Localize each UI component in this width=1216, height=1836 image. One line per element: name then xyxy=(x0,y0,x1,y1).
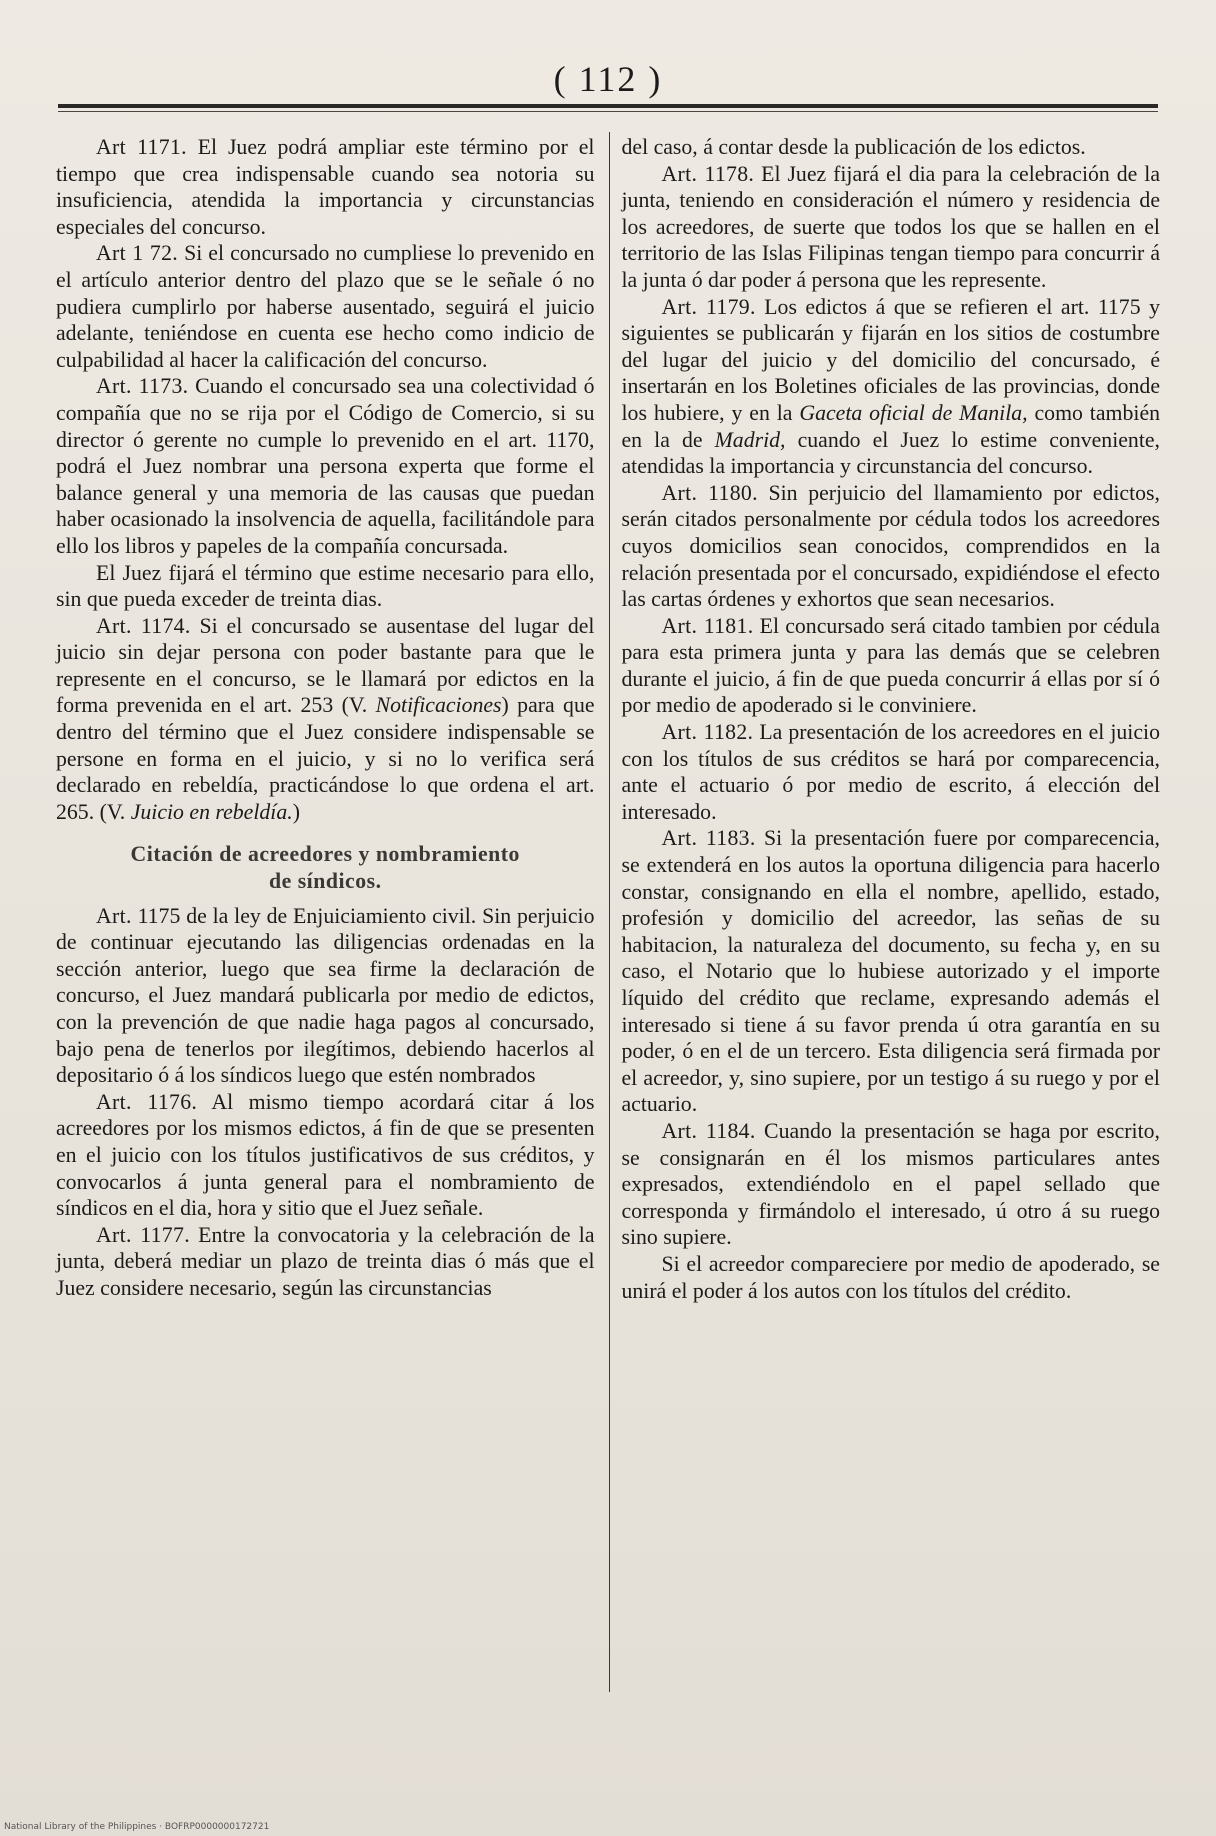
left-column xyxy=(56,134,609,1692)
article-1183 xyxy=(622,825,1161,1118)
article-1180 xyxy=(622,480,1161,613)
section-heading xyxy=(56,841,595,894)
article-text: El Juez fijará el dia para la celebración de la junta, teniendo en consideración el número y residencia de los acreedores, de suerte que todos los que se hallen en el territorio de las Islas Filipinas tengan tiempo para concurrir á la junta ó dar poder á persona que les represente. xyxy=(621,161,1160,292)
article-1184 xyxy=(622,1118,1161,1251)
article-text: ) xyxy=(292,799,300,824)
article-label: Art. 1183. xyxy=(661,826,756,851)
article-1177-continuation: del caso, á contar desde la publicación de los edictos. xyxy=(621,135,1086,159)
article-label: Art. 1182. xyxy=(661,720,754,745)
article-label: Art. xyxy=(96,903,132,928)
article-label: Art. 1184. xyxy=(661,1118,756,1143)
article-label: Art 1171. xyxy=(96,135,187,159)
page-number: ( 112 ) xyxy=(553,59,663,99)
article-1173 xyxy=(56,373,595,559)
section-heading-line: Citación de acreedores y nombramiento xyxy=(130,842,520,867)
article-1179 xyxy=(622,294,1161,480)
article-label: Art 1 72. xyxy=(96,241,179,266)
article-label: Art. 1180. xyxy=(661,480,758,505)
article-text: Sin perjuicio del llamamiento por edictos, serán citados personalmente por cédula todos los acreedores cuyos domicilios sean conocidos, comprendidos en la relación presentada por el concursado, expidiéndose el efecto las cartas órdenes y exhortos que sean necesarios. xyxy=(621,480,1160,612)
article-1176 xyxy=(56,1089,595,1222)
text-columns xyxy=(56,134,1160,1692)
article-text: La presentación de los acreedores en el juicio con los títulos de sus créditos se hará por comparecencia, ante el actuario ó por medio de escrito, á elección del interesado. xyxy=(621,720,1160,824)
article-text: ) para que dentro del término que el Juez considere indispensable se persone en forma en el juicio, y si no lo verifica será declarado en rebeldía, practicándose lo que ordena el art. 265. (V. xyxy=(56,693,595,824)
article-text: cuando el Juez lo estime conveniente, atendidas la importancia y circunstancia del concurso. xyxy=(621,427,1160,479)
header-rule xyxy=(58,104,1158,108)
article-1182 xyxy=(622,719,1161,825)
article-1171 xyxy=(56,134,595,240)
article-text: Al mismo tiempo acordará citar á los acreedores por los mismos edictos, á fin de que se presenten en el juicio con los títulos justificativos de sus créditos, y convocarlos á junta general para el nombramiento de síndicos en el dia, hora y sitio que el Juez señale. xyxy=(56,1089,595,1221)
article-1181 xyxy=(622,613,1161,719)
article-label: Art. 1177. xyxy=(96,1222,190,1247)
article-1173-continuation: El Juez fijará el término que estime necesario para ello, sin que pueda exceder de treinta dias. xyxy=(56,560,595,612)
article-text: Cuando el concursado sea una colectividad ó compañía que no se rija por el Código de Comercio, si su director ó gerente no cumple lo prevenido en el art. 1170, podrá el Juez nombrar una persona experta que forme el balance general y una memoria de las causas que puedan haber ocasionado la insolvencia de aquella, facilitándole para ello los libros y papeles de la compañía concursada. xyxy=(56,374,595,558)
article-1178 xyxy=(622,161,1161,294)
article-text: Si la presentación fuere por comparecencia, se extenderá en los autos la oportuna diligencia para hacerlo constar, consignando en ella el nombre, apellido, estado, profesión y domicilio del acreedor, las señas de su habitacion, la naturaleza del documento, su fecha y, en su caso, el Notario que lo hubiese autorizado y el importe líquido del crédito que reclame, expresando además el interesado si tiene á su favor prenda ú otra garantía en su poder, ó en el de un tercero. Esta diligencia será firmada por el acreedor, y, sino supiere, por un testigo á su ruego y por el actuario. xyxy=(621,826,1160,1117)
article-label: Art. 1173. xyxy=(96,374,189,399)
article-text: El concursado será citado tambien por cédula para esta primera junta y para las demás que se celebren durante el juicio, á fin de que pueda concurrir á ellas por sí ó por medio de apoderado si le conviniere. xyxy=(621,613,1160,718)
article-label: Art. 1176. xyxy=(96,1089,198,1114)
article-italic: Madrid, xyxy=(714,427,786,452)
article-text: Los edictos á que se refieren el art. 1175 y siguientes se publicarán y fijarán en los sitios de costumbre del lugar del juicio y del domicilio del concursado, é insertarán en los Boletines oficiales de las provincias, donde los hubiere, y en la xyxy=(621,294,1160,425)
article-italic: Gaceta oficial de Manila, xyxy=(799,400,1028,425)
article-text: como también en la de xyxy=(621,400,1161,452)
article-label: Art. 1179. xyxy=(661,294,756,319)
article-text: El Juez podrá ampliar este término por el tiempo que crea indispensable cuando sea notoria su insuficiencia, atendida la importancia y circunstancias especiales del concurso. xyxy=(56,135,595,239)
section-heading-line: de síndicos. xyxy=(268,869,382,894)
article-text: Cuando la presentación se haga por escrito, se consignarán en él los mismos particulares antes expresados, extendiéndolo en el papel sellado que corresponda y firmándolo el interesado, ú otro á su ruego sino supiere. xyxy=(621,1118,1160,1250)
article-italic: Notificaciones xyxy=(375,693,502,718)
article-1175 xyxy=(56,903,595,1089)
scan-footer: National Library of the Philippines · BOFRP0000000172721 xyxy=(4,1822,270,1832)
article-1172 xyxy=(56,240,595,373)
article-text: 1175 de la ley de Enjuiciamiento civil. Sin perjuicio de continuar ejecutando las diligencias ordenadas en la sección anterior, luego que sea firme la declaración de concurso, el Juez mandará publicarla por medio de edictos, con la prevención de que nadie haga pagos al concursado, bajo pena de tenerlos por ilegítimos, debiendo hacerlos al depositario ó á los síndicos luego que estén nombrados xyxy=(56,903,595,1088)
article-italic: Juicio en rebeldía. xyxy=(130,799,293,824)
article-label: Art. 1181. xyxy=(661,613,754,638)
article-label: Art. 1174. xyxy=(96,613,191,638)
article-1174 xyxy=(56,613,595,826)
article-text: Si el concursado no cumpliese lo prevenido en el artículo anterior dentro del plazo que se le señale ó no pudiera cumplirlo por haberse ausentado, seguirá el juicio adelante, teniéndose en cuenta ese hecho como indicio de culpabilidad al hacer la calificación del concurso. xyxy=(56,241,595,372)
article-label: Art. 1178. xyxy=(661,161,755,186)
article-text: Si el concursado se ausentase del lugar del juicio sin dejar persona con poder bastante para que le represente en el concurso, se le llamará por edictos en la forma prevenida en el art. 253 (V. xyxy=(56,613,595,718)
article-text: Entre la convocatoria y la celebración de la junta, deberá mediar un plazo de treinta dias ó más que el Juez considere necesario, según las circunstancias xyxy=(56,1222,595,1300)
right-column xyxy=(610,134,1161,1692)
article-1184-continuation: Si el acreedor compareciere por medio de apoderado, se unirá el poder á los autos con los títulos del crédito. xyxy=(621,1251,1160,1303)
header-rule-thin xyxy=(58,111,1158,112)
article-1177 xyxy=(56,1222,595,1302)
